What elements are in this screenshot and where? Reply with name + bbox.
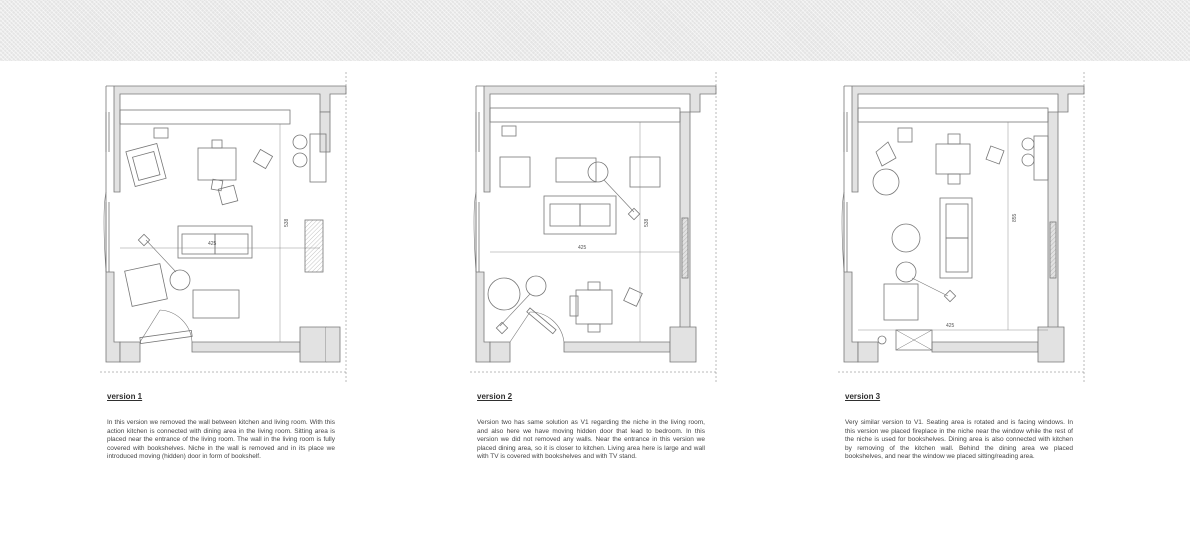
floor-lamp [588,162,608,182]
version-description: In this version we removed the wall between kitchen and living room. With this action kitchen is connected with dining area in the living room. Sitting area is placed near the entrance of the living room. The wall in the living room is fully covered with bookshelves. Niche in the wall is removed and in its place we introduced moving (hidden) door in form of bookshelf. [107,419,335,461]
sink [878,336,886,344]
version-title: version 1 [107,392,143,401]
lamp-base [944,290,955,301]
stool [502,126,516,136]
door-swing [510,312,564,342]
kitchen-counter [490,108,680,122]
bar-stool [293,135,307,149]
bookshelf [682,218,688,278]
chair [218,185,238,205]
bottom-wall [490,342,510,362]
bar-stool [1022,138,1034,150]
bottom-wall [858,342,878,362]
dimension-height: 855 [1012,213,1018,222]
lamp-base [138,234,149,245]
sofa-seat [946,204,968,238]
coffee-table [193,290,239,318]
armchair [500,157,530,187]
armchair [125,264,168,307]
kitchen-counter [120,110,290,124]
bottom-wall [300,327,326,362]
dimension-width: 425 [578,245,587,251]
version-description: Very similar version to V1. Seating area is rotated and is facing windows. In this version we placed fireplace in the niche near the window while the rest of the niche is used for bookshelves. Dining area is also connected with kitchen by removing of the kitchen wall. Behind the dining area we placed bookshelves, and near the window we placed sitting/reading area. [845,419,1073,461]
bottom-wall [120,342,140,362]
dining-table [936,144,970,174]
chair [986,146,1004,164]
chair [253,149,272,168]
bar-stool [1022,154,1034,166]
chair [570,296,578,316]
window [844,112,847,272]
interior-wall [320,112,330,152]
bottom-wall [670,327,696,362]
kitchen-counter [858,108,1048,122]
armchair [630,157,660,187]
dining-table [576,290,612,324]
sofa-seat [946,238,968,272]
armchair [126,143,166,186]
bottom-wall [564,342,670,352]
version-title: version 3 [845,392,881,401]
bottom-wall [932,342,1038,352]
version-description: Version two has same solution as V1 regarding the niche in the living room, and also here we have moving hidden door that lead to bedroom. In this version we did not removed any walls. Near the entrance in this version we placed dining area, so it is closer to kitchen. Living area here is large and wall with TV is covered with bookshelves and with TV stand. [477,419,705,461]
floor-plan-version-3 [838,72,1088,384]
chair [588,282,600,290]
sofa-seat [580,204,610,226]
dimension-width: 425 [208,241,217,247]
chair [948,134,960,144]
dining-table [198,148,236,180]
bar-counter [1034,136,1048,180]
floor-plan-version-2 [470,72,720,384]
bottom-wall [192,342,300,352]
armchair [884,284,918,320]
dimension-width: 425 [946,323,955,329]
header-band [0,0,1190,61]
stool [898,128,912,142]
lounge-chair [488,278,520,310]
dimension-line [120,124,320,342]
chair [211,179,223,191]
chair [624,288,643,307]
sofa-seat [550,204,580,226]
chair [948,174,960,184]
chair [212,140,222,148]
door [140,330,192,343]
version-block-3 [845,392,1073,462]
version-title: version 2 [477,392,513,401]
lamp-base [628,208,639,219]
stool [154,128,168,138]
bookshelf [305,220,323,272]
floor-lamp [526,276,546,296]
version-block-2 [477,392,705,462]
bar-stool [293,153,307,167]
chair [588,324,600,332]
floor-lamp [170,270,190,290]
floor-lamp [896,262,916,282]
dimension-height: 538 [284,218,290,227]
fireplace [1050,222,1056,278]
lounge-chair [873,169,899,195]
right-wall [326,327,340,362]
dimension-height: 538 [644,218,650,227]
dimension-line [490,122,680,342]
round-table [892,224,920,252]
window [476,112,479,272]
version-block-1 [107,392,335,462]
window [106,112,109,272]
bottom-wall [1038,327,1064,362]
floor-plan-version-1 [100,72,350,384]
armchair-seat [133,152,160,181]
lounge-chair [876,142,896,166]
sofa-seat [215,234,248,254]
